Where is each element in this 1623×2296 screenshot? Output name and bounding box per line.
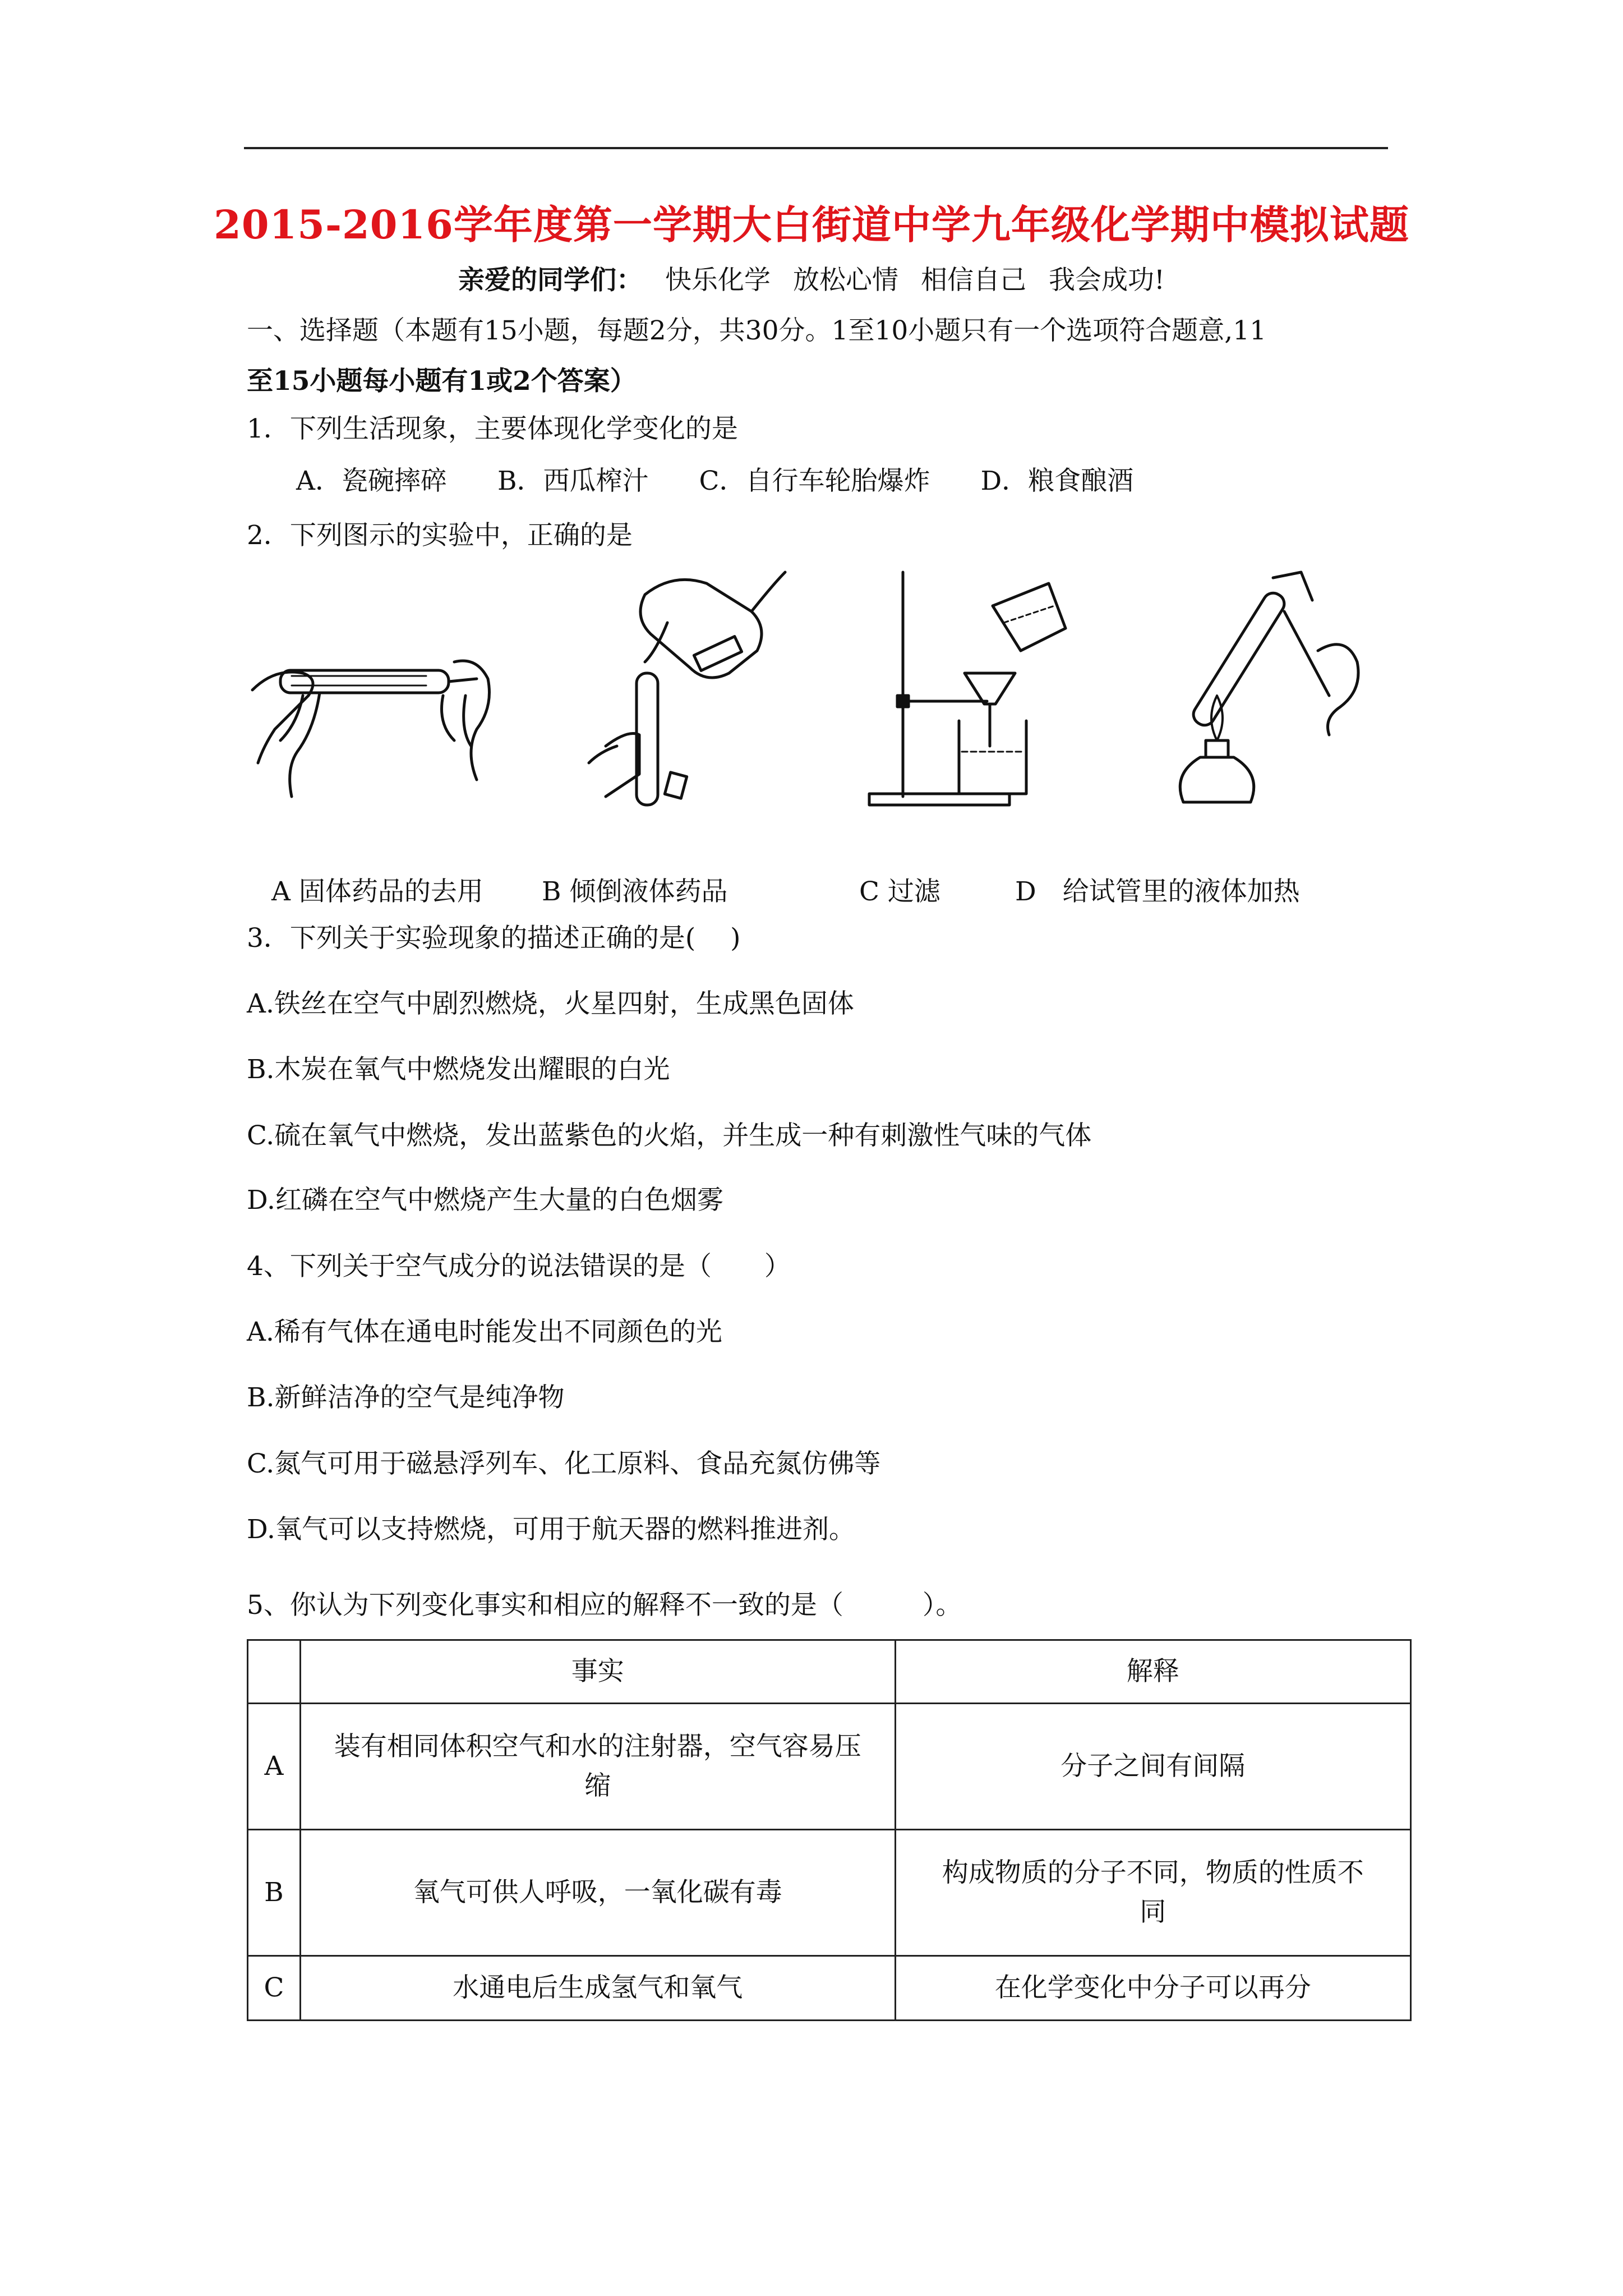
question-3-option-a: A.铁丝在空气中剧烈燃烧，火星四射，生成黑色固体 [247,988,854,1019]
row-explanation [895,1704,1410,1830]
greeting-item: 快乐化学 [665,265,771,296]
option-b: B．西瓜榨汁 [497,466,649,496]
section-instructions-line2: 至15小题每小题有1或2个答案） [247,366,637,397]
question-3-option-d: D.红磷在空气中燃烧产生大量的白色烟雾 [247,1185,723,1216]
question-3-option-c: C.硫在氧气中燃烧，发出蓝紫色的火焰，并生成一种有刺激性气味的气体 [247,1120,1092,1151]
question-1-stem: 1．下列生活现象，主要体现化学变化的是 [247,413,738,444]
question-4-option-c: C.氮气可用于磁悬浮列车、化工原料、食品充氮仿佛等 [247,1448,881,1479]
option-c: C．自行车轮胎爆炸 [699,466,930,496]
question-4-option-b: B.新鲜洁净的空气是纯净物 [247,1382,565,1413]
option-a: A．瓷碗摔碎 [296,466,447,496]
figure-b-pouring-liquid [583,561,808,825]
figure-c-caption: C 过滤 [859,876,940,907]
greeting-line [0,259,1623,297]
option-d: D．粮食酿酒 [980,466,1134,496]
question-3-stem: 3．下列关于实验现象的描述正确的是( ) [247,923,741,954]
question-4-option-a: A.稀有气体在通电时能发出不同颜色的光 [247,1317,722,1347]
explanation-line: 在化学变化中分子可以再分 [994,1972,1311,2003]
row-fact [300,1830,895,1956]
row-key: B [248,1830,301,1956]
greeting-lead: 亲爱的同学们： [458,265,643,296]
header-rule [244,147,1388,149]
table-header-cell: 事实 [300,1640,895,1704]
question-4-option-d: D.氧气可以支持燃烧，可用于航天器的燃料推进剂。 [247,1514,855,1545]
fact-line: 水通电后生成氢气和氧气 [453,1972,743,2003]
fact-line: 装有相同体积空气和水的注射器，空气容易压 [334,1731,861,1762]
table-header-row [248,1640,1411,1704]
table-row [248,1956,1411,2021]
question-5-table [247,1639,1412,2021]
question-1-options [296,464,1184,498]
row-explanation [895,1830,1410,1956]
figure-b-caption: B 倾倒液体药品 [542,876,728,907]
figure-d-heating-liquid [1144,561,1380,808]
table-row [248,1830,1411,1956]
section-instructions-line1: 一、选择题（本题有15小题，每题2分，共30分。1至10小题只有一个选项符合题意,11 [247,315,1266,346]
exam-title: 2015-2016学年度第一学期大白街道中学九年级化学期中模拟试题 [214,201,1409,248]
row-fact [300,1704,895,1830]
figure-c-filtration [858,561,1099,813]
table-row [248,1704,1411,1830]
question-5-stem: 5、你认为下列变化事实和相应的解释不一致的是（ ）。 [247,1590,962,1621]
greeting-item: 相信自己 [921,265,1027,296]
greeting-item: 放松心情 [793,265,899,296]
explanation-line: 分子之间有间隔 [1061,1751,1246,1782]
table-header-cell [248,1640,301,1704]
table-header-cell: 解释 [895,1640,1410,1704]
figure-a-caption: A 固体药品的去用 [271,876,483,907]
row-key: A [248,1704,301,1830]
row-fact [300,1956,895,2021]
fact-line: 缩 [584,1770,611,1801]
question-4-stem: 4、下列关于空气成分的说法错误的是（ ） [247,1251,791,1282]
question-3-option-b: B.木炭在氧气中燃烧发出耀眼的白光 [247,1054,670,1085]
question-2-stem: 2．下列图示的实验中，正确的是 [247,520,633,551]
fact-line: 氧气可供人呼吸，一氧化碳有毒 [413,1877,782,1908]
row-key: C [248,1956,301,2021]
figure-a-solid-reagent [241,561,522,841]
explanation-line: 构成物质的分子不同，物质的性质不 [942,1857,1364,1888]
explanation-line: 同 [1140,1897,1166,1927]
row-explanation [895,1956,1410,2021]
greeting-item: 我会成功! [1049,265,1165,296]
figure-d-caption: D 给试管里的液体加热 [1015,876,1300,907]
